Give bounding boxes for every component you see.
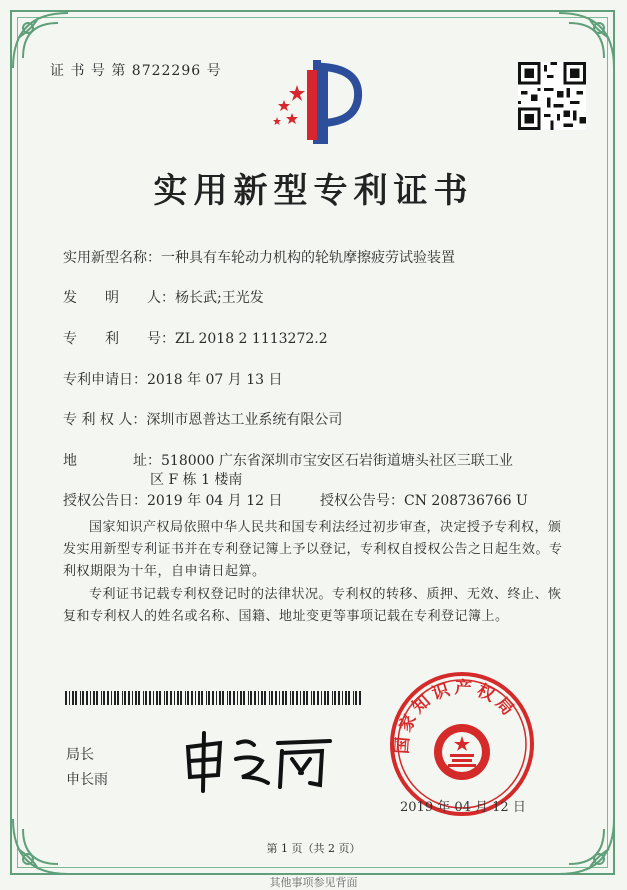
field-label: 地 址： — [63, 453, 161, 469]
field-value: CN 208736766 U — [404, 493, 528, 509]
field-inventor — [63, 287, 264, 307]
field-patentee — [63, 409, 342, 429]
footer-note: 其他事项参见背面 — [269, 876, 358, 889]
field-value: ZL 2018 2 1113272.2 — [175, 331, 328, 347]
certificate-number: 证 书 号 第 8722296 号 — [50, 63, 222, 79]
field-grant-date — [63, 490, 283, 510]
field-value: 2018 年 07 月 13 日 — [147, 372, 283, 388]
page-number: 第 1 页（共 2 页） — [266, 842, 361, 855]
field-filing-date — [63, 369, 283, 389]
field-label: 专 利 号： — [63, 331, 175, 347]
field-value: 2019 年 04 月 12 日 — [147, 493, 283, 509]
field-label: 发 明 人： — [63, 290, 175, 306]
legal-paragraph-1: 国家知识产权局依照中华人民共和国专利法经过初步审查，决定授予专利权，颁发实用新型专利证书并在专利登记簿上予以登记，专利权自授权公告之日起生效。专利权期限为十年，自申请日起算。 — [63, 520, 563, 579]
seal-date: 2019 年 04 月 12 日 — [400, 800, 526, 815]
field-utility-model-name — [63, 247, 455, 267]
field-label: 授权公告号： — [320, 493, 404, 509]
field-value: 518000 广东省深圳市宝安区石岩街道塘头社区三联工业 — [161, 453, 513, 469]
certificate-title: 实用新型专利证书 — [153, 171, 474, 211]
field-patent-number — [63, 328, 328, 348]
field-value: 杨长武;王光发 — [175, 290, 264, 306]
legal-paragraph-2: 专利证书记载专利权登记时的法律状况。专利权的转移、质押、无效、终止、恢复和专利权人的姓名或名称、国籍、地址变更等事项记载在专利登记簿上。 — [63, 587, 562, 624]
director-title: 局长 — [66, 747, 94, 763]
field-grant-number — [320, 490, 528, 510]
field-label: 专 利 权 人： — [63, 412, 147, 428]
field-address-line2: 区 F 栋 1 楼南 — [150, 472, 243, 488]
field-label: 授权公告日： — [63, 493, 147, 509]
field-value: 深圳市恩普达工业系统有限公司 — [146, 412, 343, 428]
director-name: 申长雨 — [66, 772, 108, 788]
patent-office-logo — [262, 55, 372, 145]
field-label: 专利申请日： — [63, 372, 147, 388]
barcode — [65, 690, 365, 704]
field-address — [63, 450, 513, 470]
qr-code — [518, 62, 586, 130]
field-value: 一种具有车轮动力机构的轮轨摩擦疲劳试验装置 — [161, 250, 455, 266]
seal-text: 国家知识产权局 — [392, 677, 521, 755]
field-label: 实用新型名称： — [63, 250, 161, 266]
director-signature — [170, 725, 340, 795]
